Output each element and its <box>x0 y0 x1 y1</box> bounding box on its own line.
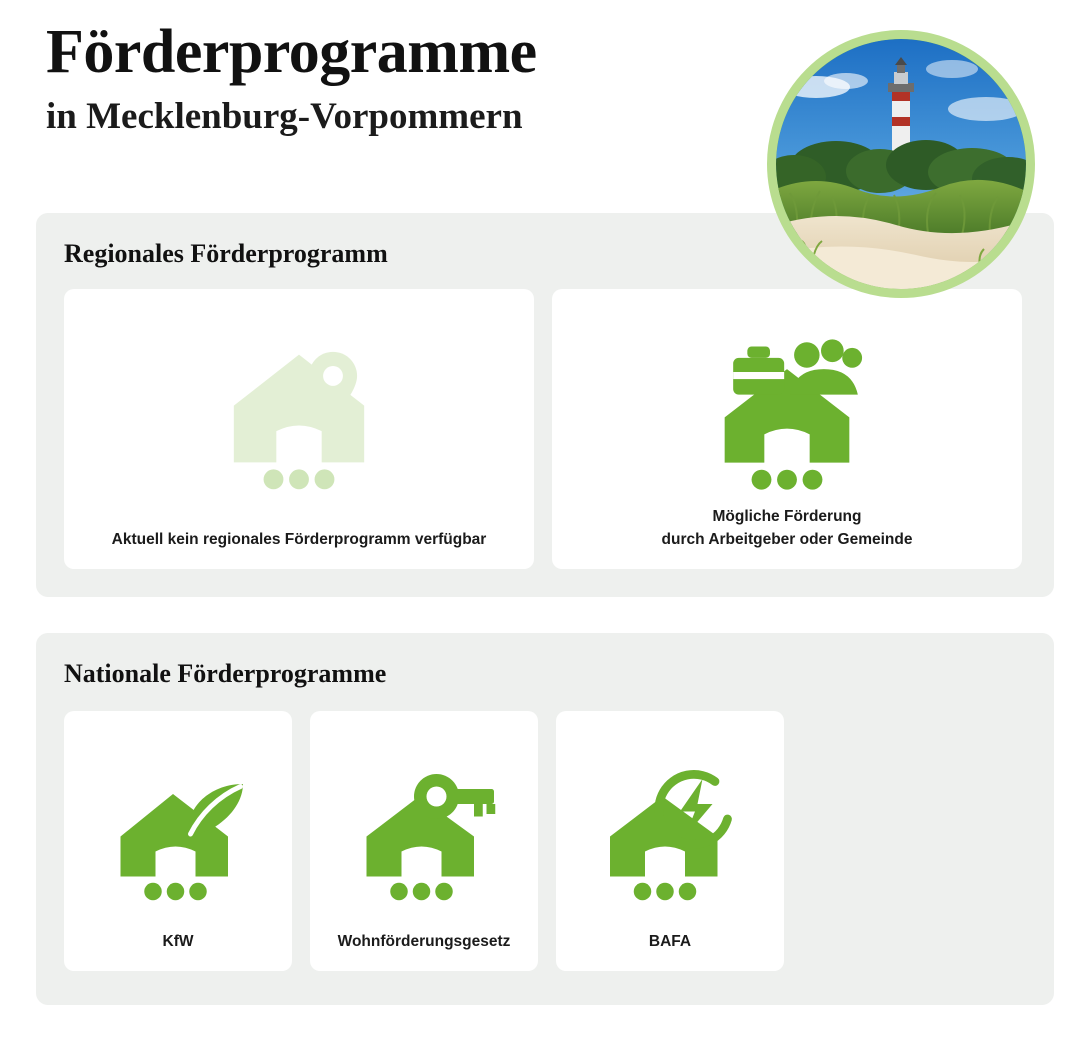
card-kfw[interactable] <box>64 711 292 971</box>
house-leaf-icon <box>78 733 278 925</box>
house-key-icon <box>324 733 524 925</box>
card-label: Wohnförderungsgesetz <box>337 932 511 950</box>
section-national <box>36 633 1054 1005</box>
regional-card-row <box>64 289 1026 569</box>
lighthouse-dune-photo <box>776 39 1026 289</box>
national-card-row <box>64 711 1026 971</box>
page-title: Förderprogramme <box>46 18 537 86</box>
card-label: BAFA <box>648 932 692 950</box>
card-kein-regionales-programm[interactable] <box>64 289 534 569</box>
house-location-pin-icon <box>78 311 520 523</box>
page-subtitle: in Mecklenburg-Vorpommern <box>46 96 523 138</box>
card-bafa[interactable] <box>556 711 784 971</box>
house-briefcase-people-icon <box>566 311 1008 500</box>
card-label: Aktuell kein regionales Förderprogramm verfügbar <box>111 530 487 548</box>
card-wohnfoerderungsgesetz[interactable] <box>310 711 538 971</box>
card-label: KfW <box>162 932 194 950</box>
card-label-line-1: Mögliche Förderung <box>712 508 862 526</box>
card-label <box>662 506 913 551</box>
header-photo <box>767 30 1035 298</box>
section-regional-title: Regionales Förderprogramm <box>64 239 388 268</box>
section-national-title: Nationale Förderprogramme <box>64 659 387 688</box>
card-label-line-2: durch Arbeitgeber oder Gemeinde <box>661 530 913 548</box>
card-arbeitgeber-gemeinde[interactable] <box>552 289 1022 569</box>
house-energy-bolt-icon <box>570 733 770 925</box>
